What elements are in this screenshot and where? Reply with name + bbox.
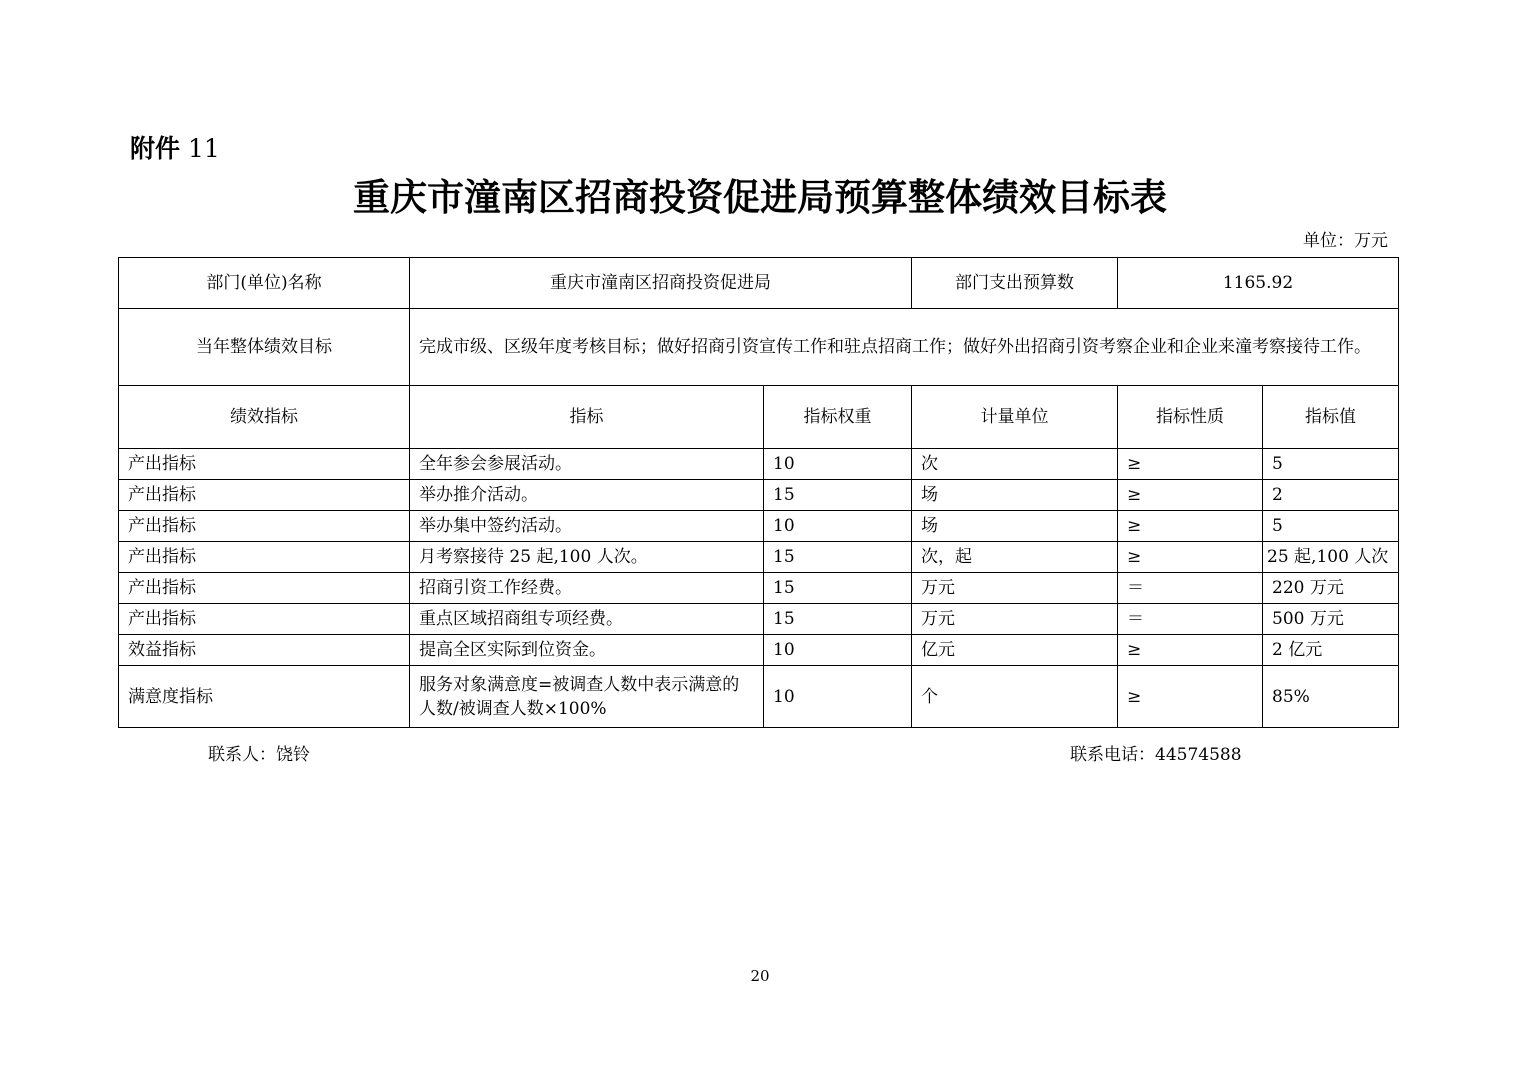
cell-value: 5 — [1263, 449, 1399, 480]
cell-category: 效益指标 — [119, 635, 410, 666]
goal-text-cell: 完成市级、区级年度考核目标；做好招商引资宣传工作和驻点招商工作；做好外出招商引资考察企业和企业来潼考察接待工作。 — [410, 309, 1399, 386]
budget-label-cell: 部门支出预算数 — [912, 258, 1118, 309]
cell-nature: ≥ — [1118, 449, 1263, 480]
table-row — [119, 573, 1399, 604]
cell-value: 25 起,100 人次 — [1263, 542, 1399, 573]
cell-value: 85% — [1263, 666, 1399, 728]
table-row — [119, 635, 1399, 666]
page-number: 20 — [750, 967, 770, 985]
cell-weight: 10 — [764, 635, 912, 666]
cell-indicator: 服务对象满意度=被调查人数中表示满意的人数/被调查人数×100% — [410, 666, 764, 728]
cell-nature: ＝ — [1118, 604, 1263, 635]
cell-category: 满意度指标 — [119, 666, 410, 728]
attachment-label — [130, 132, 220, 166]
cell-value: 220 万元 — [1263, 573, 1399, 604]
table-row — [119, 480, 1399, 511]
attachment-number: 11 — [187, 134, 220, 163]
cell-indicator: 招商引资工作经费。 — [410, 573, 764, 604]
table-row — [119, 666, 1399, 728]
cell-category: 产出指标 — [119, 511, 410, 542]
cell-weight: 10 — [764, 449, 912, 480]
table-row — [119, 449, 1399, 480]
col-header-indicator: 指标 — [410, 386, 764, 449]
cell-weight: 15 — [764, 604, 912, 635]
dept-name-cell: 重庆市潼南区招商投资促进局 — [410, 258, 912, 309]
cell-indicator: 举办集中签约活动。 — [410, 511, 764, 542]
cell-unit: 万元 — [912, 573, 1118, 604]
cell-category: 产出指标 — [119, 480, 410, 511]
col-header-unit: 计量单位 — [912, 386, 1118, 449]
cell-indicator: 举办推介活动。 — [410, 480, 764, 511]
cell-nature: ≥ — [1118, 666, 1263, 728]
attachment-word: 附件 — [130, 134, 181, 163]
cell-nature: ≥ — [1118, 635, 1263, 666]
cell-unit: 万元 — [912, 604, 1118, 635]
goal-label-cell: 当年整体绩效目标 — [119, 309, 410, 386]
cell-value: 500 万元 — [1263, 604, 1399, 635]
col-header-category: 绩效指标 — [119, 386, 410, 449]
cell-unit: 个 — [912, 666, 1118, 728]
cell-weight: 15 — [764, 542, 912, 573]
contact-phone: 联系电话：44574588 — [1070, 745, 1242, 765]
cell-category: 产出指标 — [119, 542, 410, 573]
department-row — [119, 258, 1399, 309]
unit-note: 单位：万元 — [1303, 231, 1388, 251]
cell-indicator: 全年参会参展活动。 — [410, 449, 764, 480]
cell-category: 产出指标 — [119, 449, 410, 480]
cell-weight: 10 — [764, 511, 912, 542]
cell-unit: 亿元 — [912, 635, 1118, 666]
cell-unit: 场 — [912, 480, 1118, 511]
document-title: 重庆市潼南区招商投资促进局预算整体绩效目标表 — [353, 175, 1167, 219]
cell-weight: 15 — [764, 573, 912, 604]
cell-value: 2 亿元 — [1263, 635, 1399, 666]
cell-value: 2 — [1263, 480, 1399, 511]
goal-row — [119, 309, 1399, 386]
cell-category: 产出指标 — [119, 604, 410, 635]
cell-category: 产出指标 — [119, 573, 410, 604]
cell-nature: ≥ — [1118, 511, 1263, 542]
table-row — [119, 511, 1399, 542]
cell-unit: 次，起 — [912, 542, 1118, 573]
col-header-nature: 指标性质 — [1118, 386, 1263, 449]
cell-indicator: 重点区域招商组专项经费。 — [410, 604, 764, 635]
column-header-row — [119, 386, 1399, 449]
cell-nature: ≥ — [1118, 480, 1263, 511]
col-header-value: 指标值 — [1263, 386, 1399, 449]
col-header-weight: 指标权重 — [764, 386, 912, 449]
cell-unit: 场 — [912, 511, 1118, 542]
cell-nature: ≥ — [1118, 542, 1263, 573]
cell-weight: 10 — [764, 666, 912, 728]
performance-table — [118, 257, 1399, 728]
table-row — [119, 542, 1399, 573]
cell-weight: 15 — [764, 480, 912, 511]
budget-value-cell: 1165.92 — [1118, 258, 1399, 309]
cell-indicator: 月考察接待 25 起,100 人次。 — [410, 542, 764, 573]
cell-unit: 次 — [912, 449, 1118, 480]
cell-nature: ＝ — [1118, 573, 1263, 604]
cell-value: 5 — [1263, 511, 1399, 542]
contact-person: 联系人：饶铃 — [208, 745, 310, 765]
dept-label-cell: 部门(单位)名称 — [119, 258, 410, 309]
table-row — [119, 604, 1399, 635]
cell-indicator: 提高全区实际到位资金。 — [410, 635, 764, 666]
